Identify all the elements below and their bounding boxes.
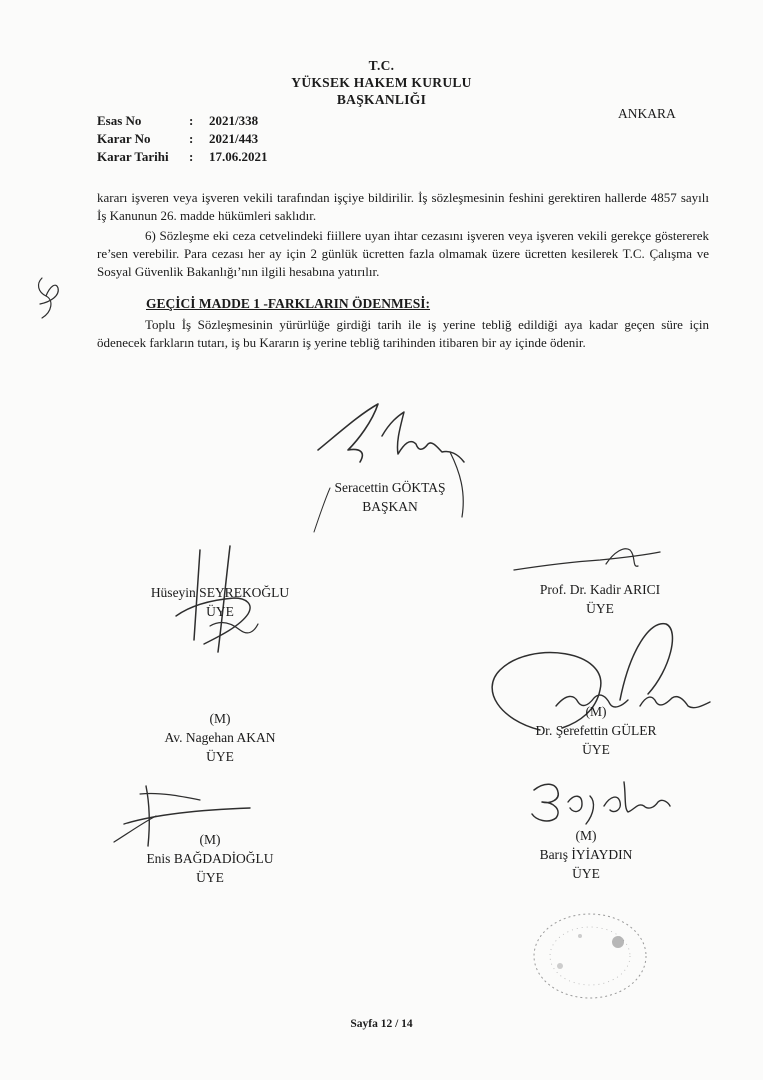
body-para-1 bbox=[97, 189, 709, 225]
iyiaydin-signature bbox=[520, 772, 700, 832]
page-number: Sayfa 12 / 14 bbox=[350, 1018, 413, 1030]
body-para-3-text: Toplu İş Sözleşmesinin yürürlüğe girdiği tarih ile iş yerine tebliğ edildiği aya kadar geçen süre için ödenecek farkların tutarı, iş bu Kararın iş yerine tebliğ tarihinden itibaren bir ay içinde ödenir. bbox=[97, 317, 709, 350]
bagdadioglu-block bbox=[110, 830, 310, 887]
bagdadioglu-role: ÜYE bbox=[196, 870, 224, 885]
esas-colon: : bbox=[189, 113, 194, 128]
karar-label: Karar No bbox=[97, 131, 151, 146]
header-presidency: BAŞKANLIĞI bbox=[336, 92, 427, 107]
karar-colon: : bbox=[189, 131, 194, 146]
president-role: BAŞKAN bbox=[362, 499, 418, 514]
esas-value: 2021/338 bbox=[209, 113, 259, 128]
seyrekoglu-role: ÜYE bbox=[206, 604, 234, 619]
arici-signature bbox=[510, 540, 690, 580]
margin-initial-mark bbox=[28, 274, 68, 324]
guler-mark: (M) bbox=[585, 704, 607, 719]
tarih-colon: : bbox=[189, 149, 194, 164]
arici-name: Prof. Dr. Kadir ARICI bbox=[539, 582, 661, 597]
akan-mark: (M) bbox=[209, 711, 231, 726]
akan-role: ÜYE bbox=[206, 749, 234, 764]
header-city: ANKARA bbox=[618, 106, 676, 121]
esas-label: Esas No bbox=[97, 113, 142, 128]
tarih-row bbox=[97, 148, 357, 165]
tarih-value: 17.06.2021 bbox=[209, 149, 268, 164]
header-institution: YÜKSEK HAKEM KURULU bbox=[291, 75, 472, 90]
karar-value: 2021/443 bbox=[209, 131, 259, 146]
official-seal-stamp bbox=[520, 906, 660, 1006]
president-signature bbox=[300, 392, 480, 542]
iyiaydin-mark: (M) bbox=[575, 828, 597, 843]
guler-name: Dr. Şerefettin GÜLER bbox=[535, 723, 657, 738]
bagdadioglu-mark: (M) bbox=[199, 832, 221, 847]
esas-row bbox=[97, 112, 357, 129]
body-para-3 bbox=[97, 316, 709, 352]
akan-block bbox=[120, 709, 320, 766]
karar-row bbox=[97, 130, 357, 147]
body-para-1-text: kararı işveren veya işveren vekili tarafından işçiye bildirilir. İş sözleşmesinin feshini gerektiren hallerde 4857 sayılı İş Kanunun 26. madde hükümleri saklıdır. bbox=[97, 190, 709, 223]
seyrekoglu-name: Hüseyin SEYREKOĞLU bbox=[150, 585, 290, 600]
bagdadioglu-name: Enis BAĞDADİOĞLU bbox=[146, 851, 274, 866]
guler-role: ÜYE bbox=[582, 742, 610, 757]
tarih-label: Karar Tarihi bbox=[97, 149, 169, 164]
president-name: Seracettin GÖKTAŞ bbox=[334, 480, 446, 495]
body-para-2 bbox=[97, 227, 709, 281]
section-heading: GEÇİCİ MADDE 1 -FARKLARIN ÖDENMESİ: bbox=[146, 296, 431, 311]
iyiaydin-role: ÜYE bbox=[572, 866, 600, 881]
seyrekoglu-block bbox=[120, 583, 320, 621]
case-meta bbox=[97, 112, 357, 168]
akan-name: Av. Nagehan AKAN bbox=[164, 730, 276, 745]
guler-block bbox=[496, 702, 696, 759]
arici-role: ÜYE bbox=[586, 601, 614, 616]
president-block bbox=[300, 478, 480, 516]
body-para-2-text: 6) Sözleşme eki ceza cetvelindeki fiillere uyan ihtar cezasını işveren veya işveren vekili gerekçe göstererek re’sen verebilir. Para cezası her ay için 2 günlük ücretten fazla olmamak üzere ücretten kesilerek T.C. Çalışma ve Sosyal Güvenlik Bakanlığı’nın ilgili hesabına yatırılır. bbox=[97, 228, 709, 279]
header-tc: T.C. bbox=[368, 58, 395, 73]
iyiaydin-name: Barış İYİAYDIN bbox=[539, 847, 633, 862]
iyiaydin-block bbox=[486, 826, 686, 883]
